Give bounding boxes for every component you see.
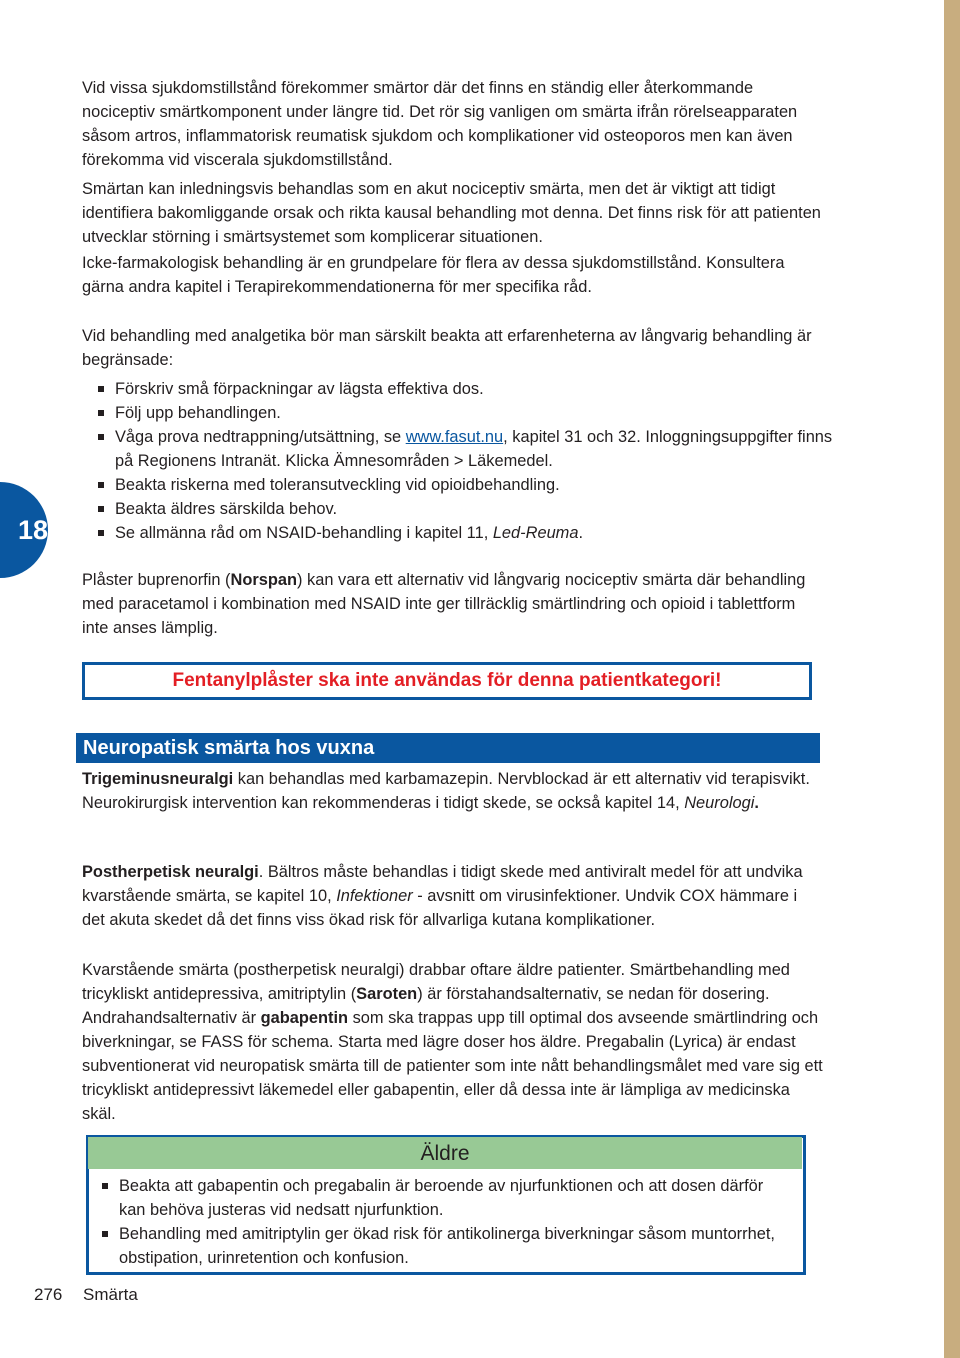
intro-paragraph-3: Icke-farmakologisk behandling är en grundpelare för flera av dessa sjukdomstillstånd. Konsultera gärna andra kapitel i Terapirekommendationerna för mer specifika råd. — [82, 254, 785, 296]
list-item-text: Beakta riskerna med toleransutveckling vid opioidbehandling. — [115, 476, 560, 494]
text-run: kan behandlas med karbamazepin. Nervblockad är ett alternativ vid terapisvikt. Neurokirurgisk intervention kan rekommenderas i tidigt skede, se också kapitel 14, — [82, 770, 810, 812]
intro-paragraph-2: Smärtan kan inledningsvis behandlas som en akut nociceptiv smärta, men det är viktigt att tidigt identifiera bakomliggande orsak och rikta kausal behandling mot denna. Det finns risk för att patienten utvecklar störning i smärtsystemet som komplicerar situationen. — [82, 180, 821, 246]
chapter-reference: Led-Reuma — [492, 524, 579, 542]
buprenorfin-paragraph — [82, 568, 822, 640]
list-item-text: Beakta äldres särskilda behov. — [115, 500, 338, 518]
intro-paragraph-1: Vid vissa sjukdomstillstånd förekommer smärtor där det finns en ständig eller återkommande nociceptiv smärtkomponent under längre tid. Det rör sig vanligen om smärta ifrån rörelseapparaten såsom artros, inflammatorisk reumatisk sjukdom och komplikationer vid osteoporos men kan även förekomma vid viscerala sjukdomstillstånd. — [82, 79, 798, 169]
list-item-text: Behandling med amitriptylin ger ökad risk för antikolinerga biverkningar såsom muntorrhet, obstipation, urinretention och konfusion. — [119, 1225, 775, 1267]
section-heading-bar — [76, 733, 820, 763]
list-item-text: . — [578, 524, 584, 542]
term-heading: Trigeminusneuralgi — [82, 770, 234, 788]
list-item-text: Förskriv små förpackningar av lägsta effektiva dos. — [115, 380, 484, 398]
list-item — [96, 401, 836, 425]
analgetika-lead: Vid behandling med analgetika bör man särskilt beakta att erfarenheterna av långvarig behandling är begränsade: — [82, 327, 812, 369]
drug-name: Norspan — [230, 571, 297, 589]
list-item-text: Följ upp behandlingen. — [115, 404, 281, 422]
postherpetisk-paragraph — [82, 860, 822, 932]
text-run: ) kan vara ett alternativ vid långvarig nociceptiv smärta där behandling med paracetamol i kombination med NSAID inte ger tillräcklig smärtlindring och opioid i tablettform inte anses lämplig. — [82, 571, 806, 637]
list-item — [100, 1222, 790, 1270]
drug-name: Saroten — [356, 985, 418, 1003]
list-item — [100, 1174, 790, 1222]
chapter-tab — [0, 482, 48, 578]
term-heading: Postherpetisk neuralgi — [82, 863, 259, 881]
page-number: 276 — [34, 1285, 63, 1304]
elderly-box-title: Äldre — [420, 1142, 470, 1165]
chapter-number: 18 — [18, 515, 49, 545]
list-item-text: Våga prova nedtrappning/utsättning, se — [115, 428, 406, 446]
list-item-text: Beakta att gabapentin och pregabalin är beroende av njurfunktionen och att dosen därför kan behöva justeras vid nedsatt njurfunktion. — [119, 1177, 764, 1219]
kvarstaende-paragraph — [82, 958, 824, 1126]
warning-text: Fentanylplåster ska inte användas för denna patientkategori! — [172, 670, 722, 691]
list-item — [96, 425, 836, 473]
page-edge-bar — [944, 0, 960, 1358]
list-item — [96, 497, 836, 521]
text-run: . Bältros måste behandlas i tidigt skede med antiviralt medel för att undvika kvarstående smärta, se kapitel 10, — [82, 863, 803, 905]
list-item-text: Se allmänna råd om NSAID-behandling i kapitel 11, — [115, 524, 493, 542]
section-title: Neuropatisk smärta hos vuxna — [83, 737, 375, 759]
chapter-reference: Infektioner — [336, 887, 413, 905]
text-run: - avsnitt om virusinfektioner. Undvik COX hämmare i det akuta skedet då det finns viss ökad risk för allvarliga kutana komplikationer. — [82, 887, 798, 929]
analgetika-list — [96, 377, 836, 545]
elderly-list — [100, 1174, 790, 1270]
footer-title: Smärta — [83, 1285, 138, 1304]
chapter-reference: Neurologi — [684, 794, 755, 812]
list-item — [96, 521, 836, 545]
page-footer — [34, 1283, 138, 1307]
text-run: som ska trappas upp till optimal dos avseende smärtlindring och biverkningar, se FASS för schema. Starta med lägre doser hos äldre. Pregabalin (Lyrica) är endast subventionerat vid neuropatisk smärta till de patienter som inte nått behandlingsmålet med vare sig ett tricykliskt antidepressivt läkemedel eller gabapentin, eller då dessa inte är lämpliga av medicinska skäl. — [82, 1009, 823, 1123]
list-item — [96, 377, 836, 401]
fasut-link[interactable]: www.fasut.nu — [405, 428, 504, 446]
trigeminus-paragraph — [82, 767, 822, 815]
elderly-box-header — [88, 1137, 802, 1169]
list-item — [96, 473, 836, 497]
warning-box — [82, 662, 812, 700]
list-item-text: , kapitel 31 och 32. Inloggningsuppgifter finns på Regionens Intranät. Klicka Ämnesområden > Läkemedel. — [115, 428, 833, 470]
text-run: ) är förstahandsalternativ, se nedan för dosering. Andrahandsalternativ är — [82, 985, 770, 1027]
text-run: Kvarstående smärta (postherpetisk neuralgi) drabbar oftare äldre patienter. Smärtbehandling med tricykliskt antidepressiva, amitriptylin ( — [82, 961, 790, 1003]
text-run: Plåster buprenorfin ( — [82, 571, 231, 589]
drug-name: gabapentin — [260, 1009, 349, 1027]
text-run: . — [754, 794, 759, 812]
